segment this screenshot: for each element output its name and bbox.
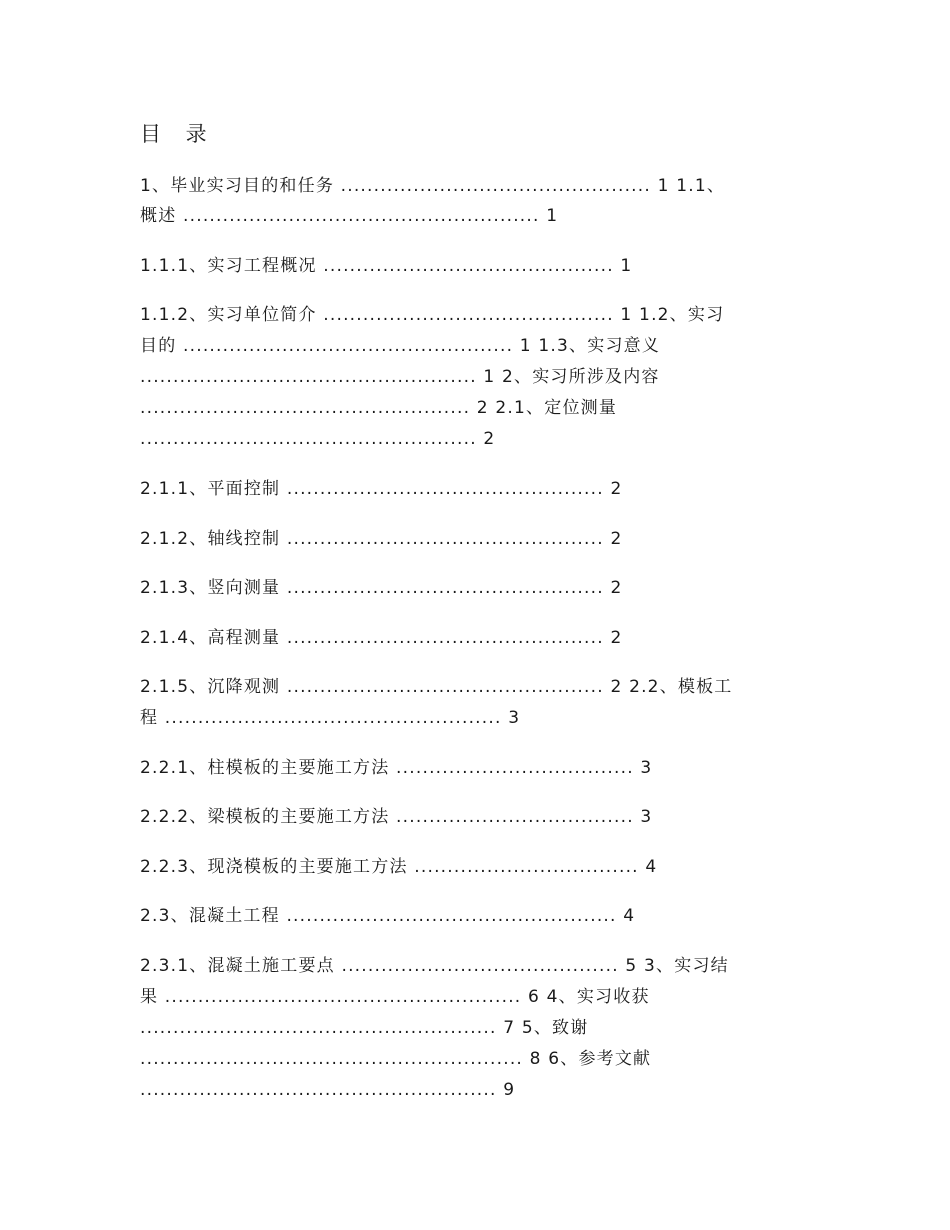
toc-line: 目的 .................................................. 1 1.3、实习意义 [140, 336, 661, 356]
toc-heading: 目 录 [140, 122, 216, 146]
toc-line: ...................................................... 9 [140, 1080, 516, 1100]
toc-line: 2.2.3、现浇模板的主要施工方法 .................................. 4 [140, 857, 658, 877]
toc-line: .......................................................... 8 6、参考文献 [140, 1049, 652, 1069]
toc-line: ................................................... 2 [140, 429, 496, 449]
toc-line: 2.3.1、混凝土施工要点 .......................................... 5 3、实习结 [140, 956, 729, 976]
toc-line: ................................................... 1 2、实习所涉及内容 [140, 367, 660, 387]
toc-line: 2.2.1、柱模板的主要施工方法 .................................... 3 [140, 758, 653, 778]
toc-line: 程 ................................................... 3 [140, 708, 521, 728]
toc-line: ...................................................... 7 5、致谢 [140, 1018, 589, 1038]
toc-line: 2.1.5、沉降观测 ................................................ 2 2.2、模板工 [140, 677, 733, 697]
toc-line: 2.1.4、高程测量 ................................................ 2 [140, 628, 623, 648]
toc-line: .................................................. 2 2.1、定位测量 [140, 398, 618, 418]
toc-line: 1.1.1、实习工程概况 ............................................ 1 [140, 256, 633, 276]
toc-line: 1、毕业实习目的和任务 ............................................... 1 1.1、 [140, 176, 726, 196]
toc-line: 2.2.2、梁模板的主要施工方法 .................................... 3 [140, 807, 653, 827]
toc-line: 2.1.3、竖向测量 ................................................ 2 [140, 578, 623, 598]
toc-line: 2.1.2、轴线控制 ................................................ 2 [140, 529, 623, 549]
toc-line: 1.1.2、实习单位简介 ............................................ 1 1.2、实习 [140, 305, 725, 325]
toc-line: 2.3、混凝土工程 .................................................. 4 [140, 906, 636, 926]
toc-line: 果 ...................................................... 6 4、实习收获 [140, 987, 650, 1007]
toc-line: 概述 ...................................................... 1 [140, 206, 559, 226]
toc-line: 2.1.1、平面控制 ................................................ 2 [140, 479, 623, 499]
